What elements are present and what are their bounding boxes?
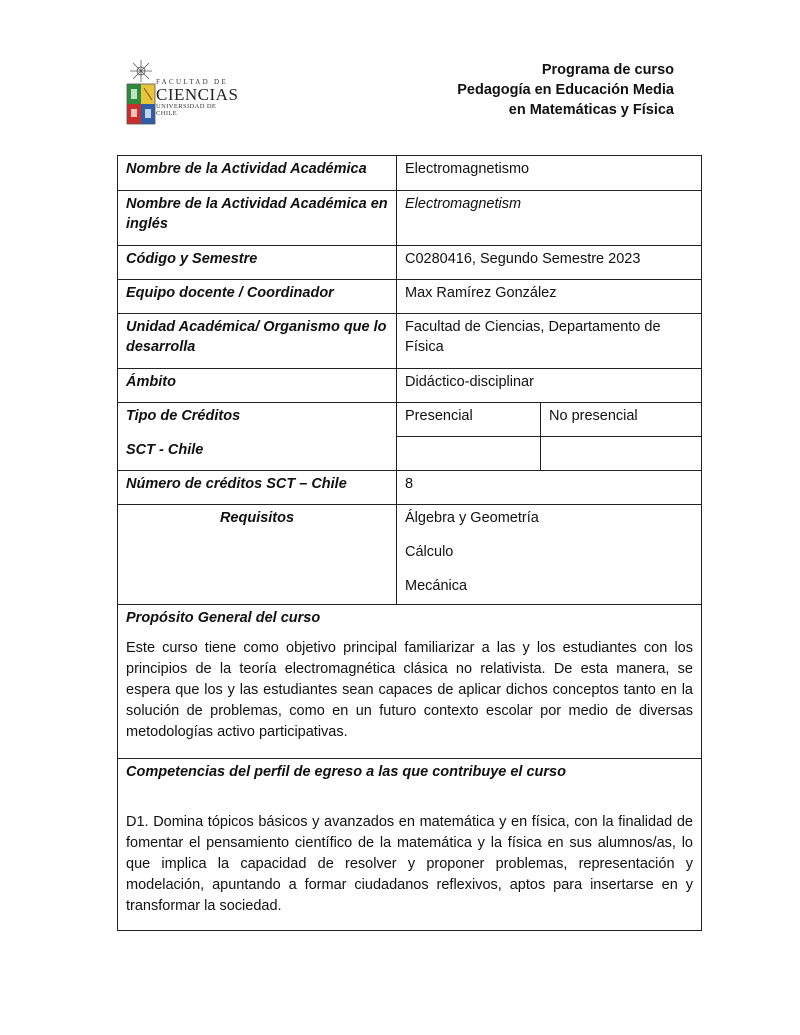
row-value: Electromagnetism bbox=[397, 191, 702, 246]
row-label: Nombre de la Actividad Académica bbox=[118, 156, 397, 191]
purpose-section bbox=[118, 605, 702, 759]
purpose-text: Este curso tiene como objetivo principal familiarizar a las y los estudiantes con los principios de la teoría electromagnética clásica no relativista. De esta manera, se espera que los y las estudiantes sean capaces de aplicar dichos conceptos tanto en la solución de problemas, como en un futuro contexto escolar por medio de diversas metodologías activo participativas. bbox=[126, 640, 693, 740]
row-value: Electromagnetismo bbox=[397, 156, 702, 191]
purpose-title: Propósito General del curso bbox=[126, 610, 321, 626]
document-header bbox=[457, 60, 674, 120]
faculty-logo bbox=[126, 58, 239, 128]
credits-no-presencial-header: No presencial bbox=[541, 403, 702, 437]
credits-type-label bbox=[118, 403, 397, 471]
credit-number-label: Número de créditos SCT – Chile bbox=[118, 471, 397, 505]
row-label: Código y Semestre bbox=[118, 246, 397, 280]
requirements-label: Requisitos bbox=[118, 505, 397, 605]
purpose-row bbox=[118, 605, 702, 759]
logo-line-3: UNIVERSIDAD DE CHILE bbox=[156, 103, 217, 117]
header-specialty: en Matemáticas y Física bbox=[508, 102, 674, 118]
faculty-name bbox=[156, 78, 238, 117]
table-row bbox=[118, 156, 702, 191]
table-row bbox=[118, 369, 702, 403]
requirement-item: Cálculo bbox=[405, 544, 454, 560]
table-row bbox=[118, 314, 702, 369]
credits-type-line-1: Tipo de Créditos bbox=[126, 408, 241, 424]
competencies-text: D1. Domina tópicos básicos y avanzados en matemática y en física, con la finalidad de fomentar el pensamiento científico de la matemática y la física en sus alumnos/as, lo que implica la capacidad de resolver y proponer problemas, representación y modelación, apuntando a formar ciudadanos reflexivos, aptos para insertarse en y transformar la sociedad. bbox=[126, 814, 693, 914]
credit-number-row bbox=[118, 471, 702, 505]
credits-no-presencial-value bbox=[541, 437, 702, 471]
header-program: Pedagogía en Educación Media bbox=[457, 82, 674, 98]
row-value: Max Ramírez González bbox=[397, 280, 702, 314]
competencies-title: Competencias del perfil de egreso a las que contribuye el curso bbox=[126, 764, 566, 780]
row-value: C0280416, Segundo Semestre 2023 bbox=[397, 246, 702, 280]
table-row bbox=[118, 191, 702, 246]
course-info-table bbox=[117, 155, 702, 931]
table-row bbox=[118, 280, 702, 314]
requirements-row bbox=[118, 505, 702, 605]
requirement-item: Álgebra y Geometría bbox=[405, 510, 539, 526]
credits-type-row bbox=[118, 403, 702, 437]
requirement-item: Mecánica bbox=[405, 578, 468, 594]
logo-line-1: FACULTAD DE bbox=[156, 78, 228, 86]
competencies-section bbox=[118, 759, 702, 931]
row-value: Didáctico-disciplinar bbox=[397, 369, 702, 403]
credits-presencial-header: Presencial bbox=[397, 403, 541, 437]
row-value: Facultad de Ciencias, Departamento de Física bbox=[397, 314, 702, 369]
header-title: Programa de curso bbox=[541, 62, 674, 78]
row-label: Nombre de la Actividad Académica en inglés bbox=[118, 191, 397, 246]
competencies-row bbox=[118, 759, 702, 931]
row-label: Equipo docente / Coordinador bbox=[118, 280, 397, 314]
row-label: Unidad Académica/ Organismo que lo desarrolla bbox=[118, 314, 397, 369]
credit-number-value: 8 bbox=[397, 471, 702, 505]
requirements-list bbox=[397, 505, 702, 605]
credits-presencial-value bbox=[397, 437, 541, 471]
row-label: Ámbito bbox=[118, 369, 397, 403]
table-row bbox=[118, 246, 702, 280]
university-shield-star-icon bbox=[126, 58, 156, 128]
logo-line-2: CIENCIAS bbox=[156, 85, 239, 104]
credits-type-line-2: SCT - Chile bbox=[126, 442, 204, 458]
